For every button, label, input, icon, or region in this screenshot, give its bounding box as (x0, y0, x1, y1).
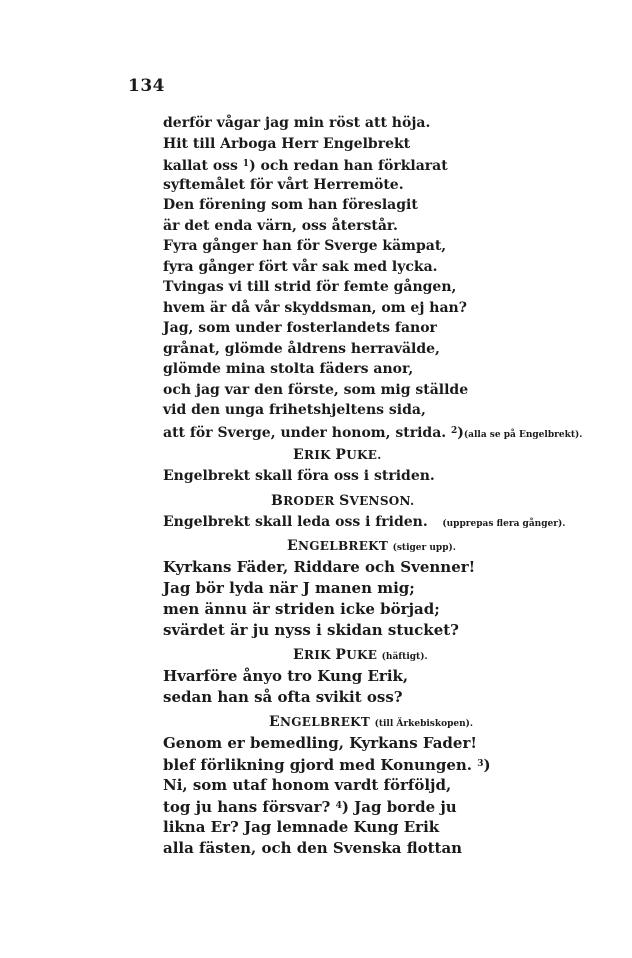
verse-line: är det enda värn, oss återstår. (163, 217, 398, 234)
verse-line (163, 754, 593, 775)
page-number: 134 (128, 76, 165, 96)
verse-line: glömde mina stolta fäders anor, (163, 361, 414, 377)
verse-line: vid den unga frihetshjeltens sida, (163, 402, 426, 418)
verse-line: Hvarföre ånyo tro Kung Erik, (163, 667, 409, 685)
verse-line (163, 421, 593, 442)
verse-line: Hit till Arboga Herr Engelbrekt (163, 135, 411, 152)
verse-line: Jag bör lyda när J manen mig; (163, 579, 415, 597)
verse-text-segment: Engelbrekt skall leda oss i friden. (163, 513, 428, 530)
verse-line: alla fästen, och den Svenska flottan (163, 839, 463, 857)
verse-line: Fyra gånger han för Sverge kämpat, (163, 238, 447, 254)
verse-line: och jag var den förste, som mig ställde (163, 381, 469, 398)
verse-text-segment: kallat oss (163, 158, 238, 174)
footnote-marker: 3 (477, 759, 484, 769)
footnote-marker: 2 (451, 425, 458, 436)
verse-line: likna Er? Jag lemnade Kung Erik (163, 818, 440, 836)
verse-line: grånat, glömde åldrens herravälde, (163, 340, 440, 357)
verse-line: Engelbrekt skall föra oss i striden. (163, 468, 435, 484)
verse-line (163, 512, 593, 533)
verse-line: Tvingas vi till strid för femte gången, (163, 279, 457, 295)
verse-line: Ni, som utaf honom vardt förföljd, (163, 776, 452, 794)
verse-text-segment: ) Jag borde ju (341, 798, 457, 816)
verse-text-segment: ) (457, 424, 464, 441)
verse-line: fyra gånger fört vår sak med lycka. (163, 258, 438, 275)
verse-line (163, 796, 593, 817)
verse-text-segment: att för Sverge, under honom, strida. (163, 424, 447, 441)
verse-line: derför vågar jag min röst att höja. (163, 115, 431, 131)
verse-line: syftemålet för vårt Herremöte. (163, 176, 404, 193)
verse-text-segment: blef förlikning gjord med Konungen. (163, 756, 473, 774)
speaker-heading: ERIK PUKE. (293, 447, 382, 463)
verse-line: Den förening som han föreslagit (163, 197, 418, 213)
verse-text-segment: tog ju hans försvar? (163, 798, 331, 816)
stage-direction: (alla se på Engelbrekt). (463, 429, 583, 440)
speaker-heading: ENGELBREKT (till Ärkebiskopen). (269, 714, 474, 730)
speaker-heading: ERIK PUKE (häftigt). (293, 647, 428, 663)
verse-text-segment: ) (483, 756, 491, 774)
verse-text (163, 113, 593, 859)
verse-line: hvem är då vår skyddsman, om ej han? (163, 299, 467, 316)
verse-line: Kyrkans Fäder, Riddare och Svenner! (163, 558, 476, 576)
verse-line: Genom er bemedling, Kyrkans Fader! (163, 734, 477, 752)
verse-line: men ännu är striden icke börjad; (163, 600, 440, 618)
stage-direction: (upprepas flera gånger). (442, 518, 566, 529)
speaker-heading: ENGELBREKT (stiger upp). (287, 538, 456, 554)
verse-text-segment: ) och redan han förklarat (249, 158, 448, 174)
verse-line: Jag, som under fosterlandets fanor (163, 320, 437, 336)
speaker-heading: BRODER SVENSON. (271, 492, 415, 509)
footnote-marker: 1 (242, 159, 250, 169)
footnote-marker: 4 (335, 801, 342, 811)
verse-line (163, 154, 593, 175)
verse-line: sedan han så ofta svikit oss? (163, 688, 403, 706)
verse-line: svärdet är ju nyss i skidan stucket? (163, 621, 459, 639)
